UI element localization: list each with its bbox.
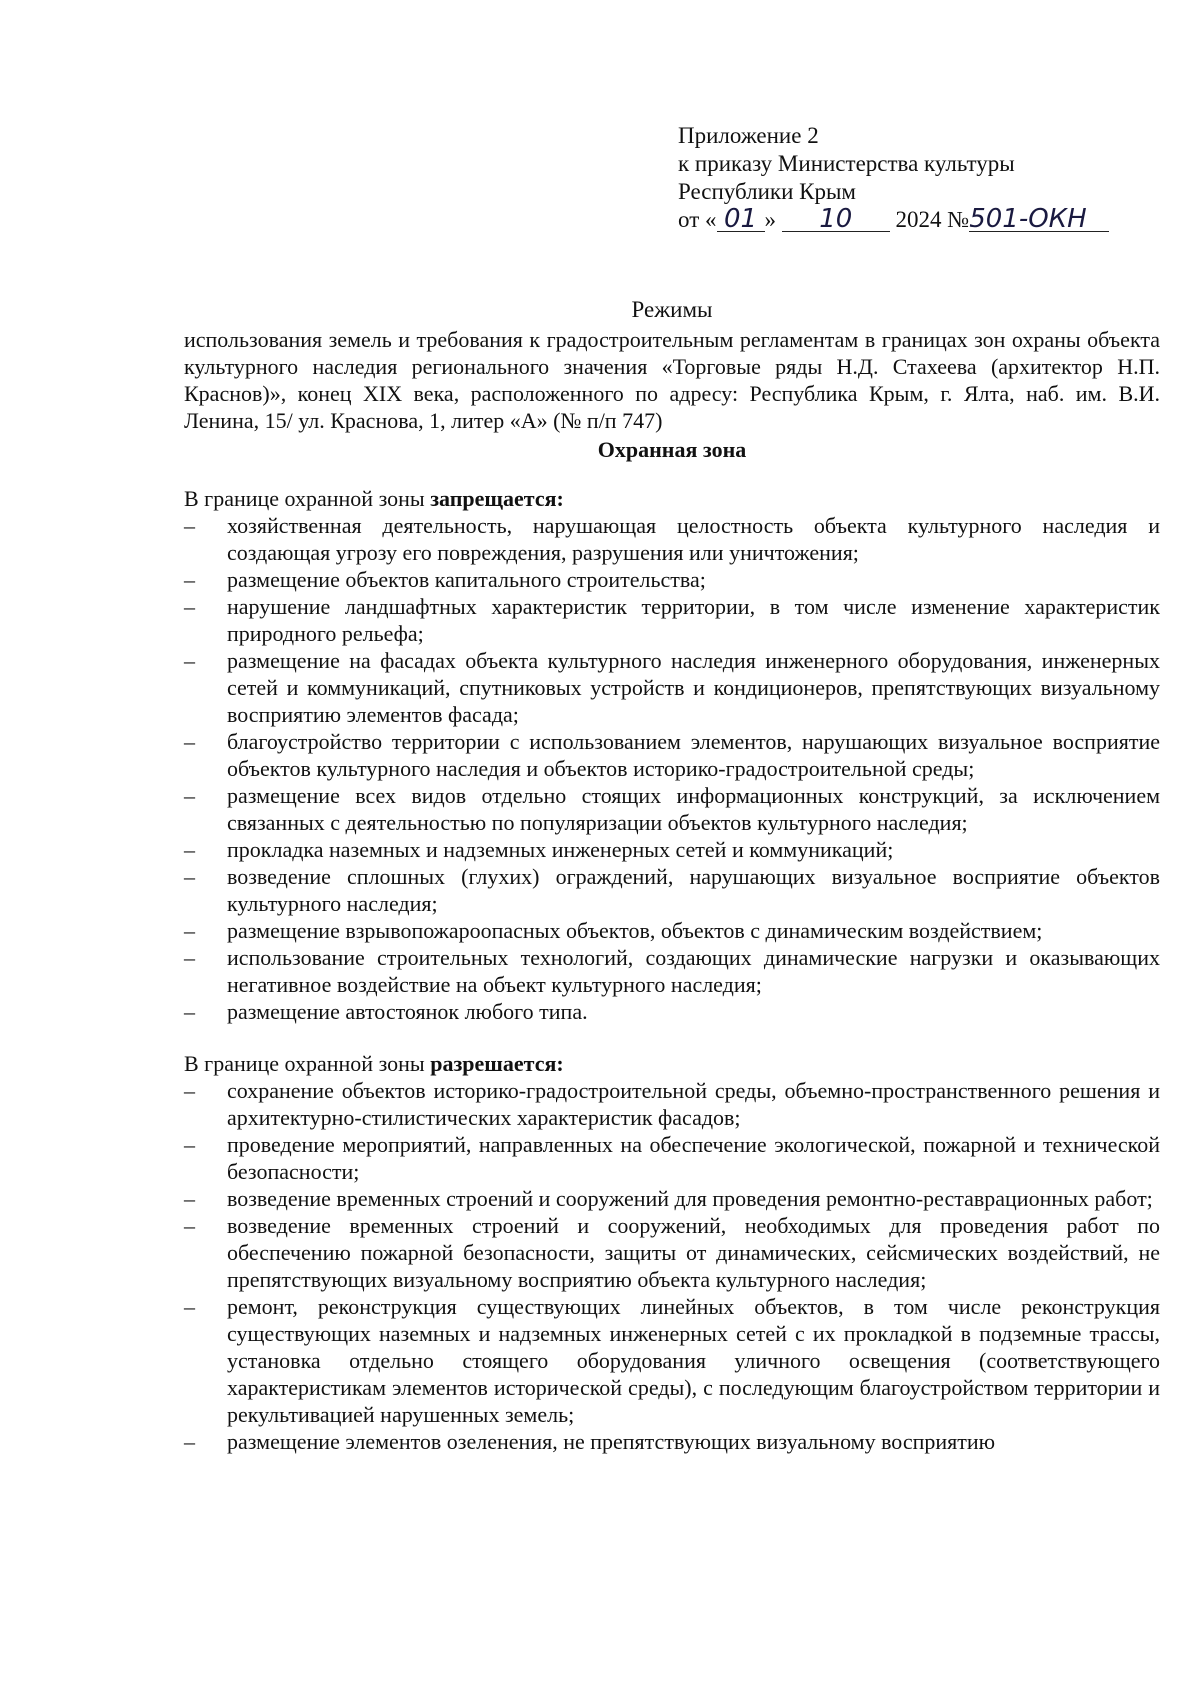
list-item [184, 917, 1160, 944]
list-item-text: прокладка наземных и надземных инженерных сетей и коммуникаций; [227, 837, 894, 862]
list-dash: – [184, 648, 195, 673]
list-item [184, 836, 1160, 863]
list-item-text: возведение временных строений и сооружений для проведения ремонтно-реставрационных работ; [227, 1186, 1153, 1211]
list-item-text: размещение элементов озеленения, не препятствующих визуальному восприятию [227, 1429, 996, 1454]
order-number-handwritten: 501-ОКН [969, 207, 1109, 232]
list-dash: – [184, 1132, 195, 1157]
list-item [184, 1293, 1160, 1428]
list-dash: – [184, 729, 195, 754]
date-mid: » [764, 207, 776, 232]
list-dash: – [184, 999, 195, 1024]
prohibited-intro-bold: запрещается: [430, 486, 564, 511]
appendix-line-1: Приложение 2 [678, 123, 819, 148]
list-item [184, 647, 1160, 728]
list-dash: – [184, 1213, 195, 1238]
list-item [184, 1077, 1160, 1131]
list-dash: – [184, 837, 195, 862]
appendix-line-2: к приказу Министерства культуры [678, 151, 1015, 176]
document-subtitle: использования земель и требования к градостроительным регламентам в границах зон охраны объекта культурного наследия регионального значения «Торговые ряды Н.Д. Стахеева (архитектор Н.П. Краснов)», конец XIX века, расположенного по адресу: Республика Крым, г. Ялта, наб. им. В.И. Ленина, 15/ ул. Краснова, 1, литер «А» (№ п/п 747) [184, 327, 1160, 433]
list-item-text: размещение объектов капитального строительства; [227, 567, 706, 592]
allowed-intro-text: В границе охранной зоны [184, 1051, 431, 1076]
section-title: Охранная зона [597, 437, 747, 462]
list-item-text: благоустройство территории с использованием элементов, нарушающих визуальное восприятие объектов культурного наследия и объектов историко-градостроительной среды; [227, 729, 1160, 781]
date-day-handwritten: 01 [717, 207, 765, 232]
date-prefix: от « [678, 207, 717, 232]
list-dash: – [184, 945, 195, 970]
allowed-intro-bold: разрешается: [430, 1051, 564, 1076]
list-item-text: размещение автостоянок любого типа. [227, 999, 588, 1024]
list-item-text: сохранение объектов историко-градостроительной среды, объемно-пространственного решения и архитектурно-стилистических характеристик фасадов; [227, 1078, 1160, 1130]
list-dash: – [184, 567, 195, 592]
document-title: Режимы [631, 297, 713, 322]
list-item [184, 512, 1160, 566]
list-item [184, 1428, 1160, 1455]
list-item-text: возведение сплошных (глухих) ограждений, нарушающих визуальное восприятие объектов культурного наследия; [227, 864, 1160, 916]
list-item [184, 728, 1160, 782]
list-item [184, 566, 1160, 593]
list-dash: – [184, 1294, 195, 1319]
list-item-text: возведение временных строений и сооружений, необходимых для проведения работ по обеспечению пожарной безопасности, защиты от динамических, сейсмических воздействий, не препятствующих визуальному восприятию объекта культурного наследия; [227, 1213, 1160, 1292]
list-item [184, 1212, 1160, 1293]
list-item-text: проведение мероприятий, направленных на обеспечение экологической, пожарной и технической безопасности; [227, 1132, 1160, 1184]
list-item [184, 1185, 1160, 1212]
list-item [184, 998, 1160, 1025]
list-item-text: использование строительных технологий, создающих динамические нагрузки и оказывающих негативное воздействие на объект культурного наследия; [227, 945, 1160, 997]
list-dash: – [184, 1078, 195, 1103]
appendix-block [678, 122, 1158, 234]
list-dash: – [184, 1186, 195, 1211]
date-month-handwritten: 10 [782, 207, 890, 232]
list-item [184, 863, 1160, 917]
list-dash: – [184, 594, 195, 619]
list-item-text: размещение взрывопожароопасных объектов, объектов с динамическим воздействием; [227, 918, 1043, 943]
list-item [184, 593, 1160, 647]
list-item [184, 1131, 1160, 1185]
appendix-line-3: Республики Крым [678, 179, 856, 204]
list-item-text: размещение всех видов отдельно стоящих информационных конструкций, за исключением связанных с деятельностью по популяризации объектов культурного наследия; [227, 783, 1160, 835]
list-item [184, 944, 1160, 998]
list-dash: – [184, 783, 195, 808]
allowed-intro [184, 1050, 1160, 1077]
list-dash: – [184, 864, 195, 889]
document-body [184, 296, 1160, 1455]
list-item-text: размещение на фасадах объекта культурного наследия инженерного оборудования, инженерных сетей и коммуникаций, спутниковых устройств и кондиционеров, препятствующих визуальному восприятию элементов фасада; [227, 648, 1160, 727]
list-item-text: ремонт, реконструкция существующих линейных объектов, в том числе реконструкция существующих наземных и надземных инженерных сетей с их прокладкой в подземные трассы, установка отдельно стоящего оборудования уличного освещения (соответствующего характеристикам элементов исторической среды), с последующим благоустройством территории и рекультивацией нарушенных земель; [227, 1294, 1160, 1427]
list-dash: – [184, 1429, 195, 1454]
appendix-date-line [678, 206, 1158, 234]
list-item [184, 782, 1160, 836]
list-dash: – [184, 918, 195, 943]
list-item-text: хозяйственная деятельность, нарушающая целостность объекта культурного наследия и создающая угрозу его повреждения, разрушения или уничтожения; [227, 513, 1160, 565]
prohibited-intro [184, 485, 1160, 512]
list-item-text: нарушение ландшафтных характеристик территории, в том числе изменение характеристик природного рельефа; [227, 594, 1160, 646]
prohibited-intro-text: В границе охранной зоны [184, 486, 431, 511]
date-year-number-label: 2024 № [895, 207, 970, 232]
list-dash: – [184, 513, 195, 538]
allowed-list [184, 1077, 1160, 1455]
prohibited-list [184, 512, 1160, 1025]
